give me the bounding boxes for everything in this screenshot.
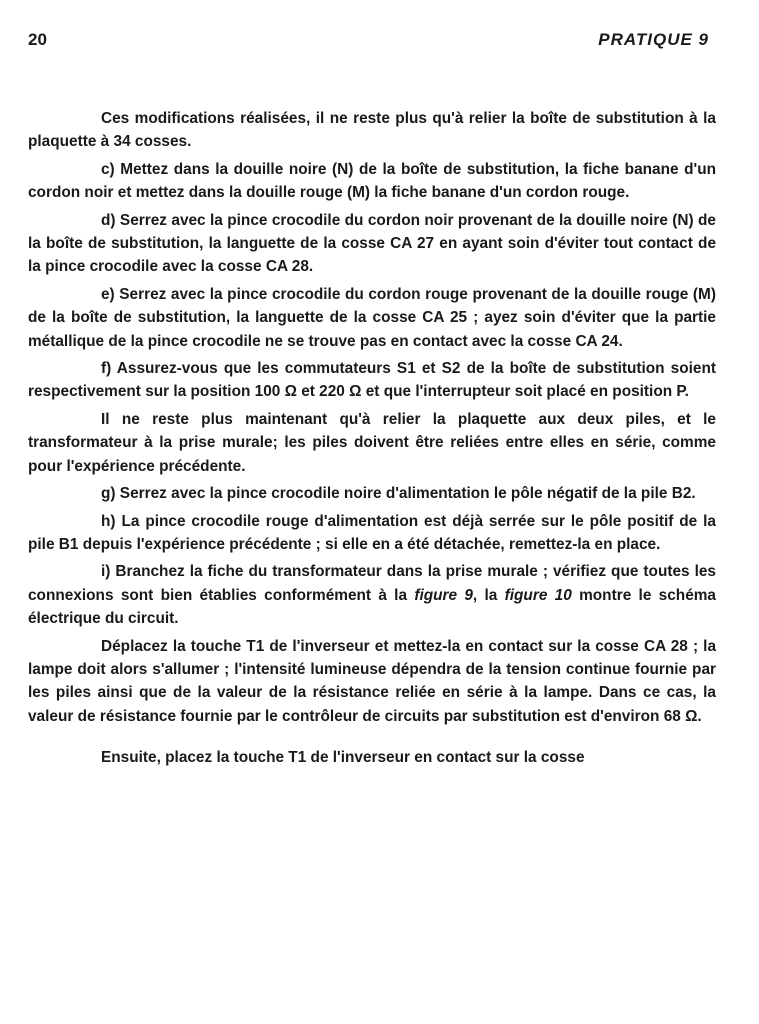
- figure-10-reference: figure 10: [504, 586, 572, 604]
- body-text: [28, 107, 716, 774]
- paragraph-next-step: Ensuite, placez la touche T1 de l'inverseur en contact sur la cosse: [101, 749, 585, 767]
- paragraph-step-d: d) Serrez avec la pince crocodile du cordon noir provenant de la douille noire (N) de la boîte de substitution, la languette de la cosse CA 27 en ayant soin d'éviter tout contact de la pince crocodile avec la cosse CA 28.: [28, 211, 716, 276]
- page-number: 20: [28, 30, 47, 49]
- page-header: [28, 30, 709, 54]
- paragraph-step-h: h) La pince crocodile rouge d'alimentation est déjà serrée sur le pôle positif de la pile B1 depuis l'expérience précédente ; si elle en a été détachée, remettez-la en place.: [28, 512, 716, 553]
- step-i-text-end: montre le schéma électrique du circuit.: [28, 586, 716, 628]
- paragraph-step-i: [28, 560, 716, 630]
- paragraph-move-t1: Déplacez la touche T1 de l'inverseur et mettez-la en contact sur la cosse CA 28 ; la lampe doit alors s'allumer ; l'intensité lumineuse dépendra de la tension continue fournie par les piles ainsi que de la valeur de la résistance reliée en série à la lampe. Dans ce cas, la valeur de résistance fournie par le contrôleur de circuits par substitution est d'environ 68 Ω.: [28, 637, 716, 725]
- figure-9-reference: figure 9: [414, 586, 473, 604]
- paragraph-step-f: f) Assurez-vous que les commutateurs S1 et S2 de la boîte de substitution soient respectivement sur la position 100 Ω et 220 Ω et que l'interrupteur soit placé en position P.: [28, 360, 716, 401]
- paragraph-connect-batteries: Il ne reste plus maintenant qu'à relier la plaquette aux deux piles, et le transformateur à la prise murale; les piles doivent être reliées entre elles en série, comme pour l'expérience précédente.: [28, 410, 716, 475]
- paragraph-intro: Ces modifications réalisées, il ne reste plus qu'à relier la boîte de substitution à la plaquette à 34 cosses.: [28, 110, 716, 151]
- paragraph-step-c: c) Mettez dans la douille noire (N) de la boîte de substitution, la fiche banane d'un cordon noir et mettez dans la douille rouge (M) la fiche banane d'un cordon rouge.: [28, 160, 716, 202]
- paragraph-step-e: e) Serrez avec la pince crocodile du cordon rouge provenant de la douille rouge (M) de la boîte de substitution, la languette de la cosse CA 25 ; ayez soin d'éviter que la partie métallique de la pince crocodile ne se trouve pas en contact avec la cosse CA 24.: [28, 285, 716, 350]
- step-i-text-start: i) Branchez la fiche du transformateur dans la prise murale ; vérifiez que toutes les connexions sont bien établies conformément à la: [28, 563, 716, 604]
- paragraph-step-g: g) Serrez avec la pince crocodile noire d'alimentation le pôle négatif de la pile B2.: [101, 485, 696, 503]
- running-title: PRATIQUE 9: [598, 30, 709, 49]
- step-i-text-middle: , la: [472, 586, 505, 604]
